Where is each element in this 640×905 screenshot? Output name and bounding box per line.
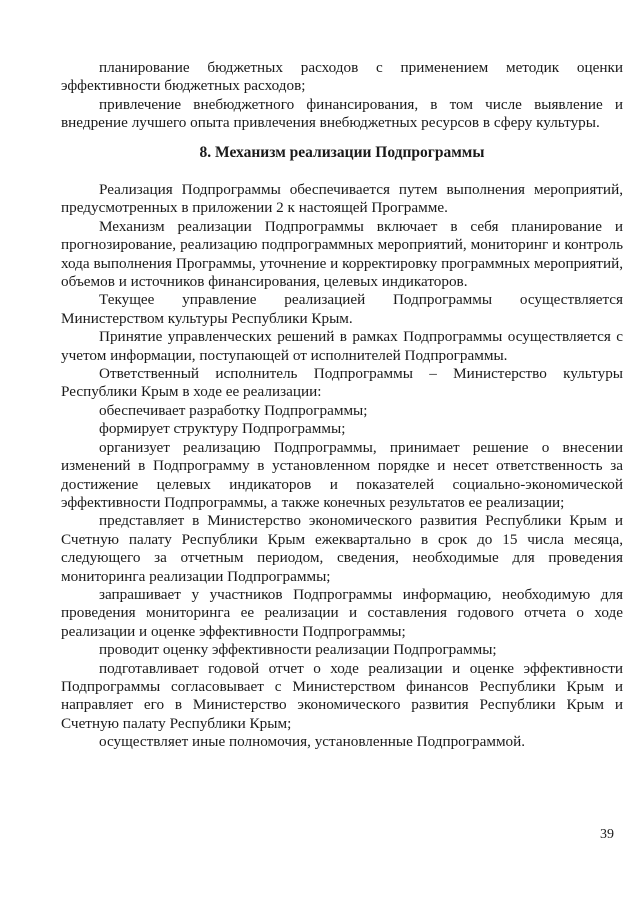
paragraph: Принятие управленческих решений в рамках Подпрограммы осуществляется с учетом информации, поступающей от исполнителей Подпрограммы.: [61, 328, 623, 364]
paragraph: представляет в Министерство экономического развития Республики Крым и Счетную палату Республики Крым ежеквартально в срок до 15 числа месяца, следующего за отчетным периодом, сведения, необходимые для проведения мониторинга реализации Подпрограммы;: [61, 512, 623, 585]
paragraph: проводит оценку эффективности реализации Подпрограммы;: [99, 641, 497, 659]
paragraph: обеспечивает разработку Подпрограммы;: [99, 401, 368, 419]
paragraph: Текущее управление реализацией Подпрограммы осуществляется Министерством культуры Республики Крым.: [61, 291, 623, 327]
paragraph: запрашивает у участников Подпрограммы информацию, необходимую для проведения мониторинга ее реализации и составления годового отчета о ходе реализации и оценке эффективности Подпрограммы;: [61, 585, 623, 640]
paragraph: Реализация Подпрограммы обеспечивается путем выполнения мероприятий, предусмотренных в приложении 2 к настоящей Программе.: [61, 181, 623, 217]
paragraph: подготавливает годовой отчет о ходе реализации и оценке эффективности Подпрограммы согласовывает с Министерством финансов Республики Крым и направляет его в Министерство экономического развития Республики Крым и Счетную палату Республики Крым;: [61, 659, 623, 732]
section-title: 8. Механизм реализации Подпрограммы: [199, 144, 485, 161]
page-number: 39: [600, 827, 614, 842]
paragraph: привлечение внебюджетного финансирования, в том числе выявление и внедрение лучшего опыта привлечения внебюджетных ресурсов в сферу культуры.: [61, 95, 623, 132]
paragraph: Ответственный исполнитель Подпрограммы – Министерство культуры Республики Крым в ходе ее реализации:: [61, 365, 623, 401]
paragraph: Механизм реализации Подпрограммы включает в себя планирование и прогнозирование, реализацию подпрограммных мероприятий, мониторинг и контроль хода выполнения Программы, уточнение и корректировку программных мероприятий, объемов и источников финансирования, целевых индикаторов.: [61, 217, 623, 291]
section-body: [61, 181, 623, 752]
paragraph: планирование бюджетных расходов с применением методик оценки эффективности бюджетных расходов;: [61, 59, 623, 95]
intro-text: [61, 59, 623, 133]
paragraph: организует реализацию Подпрограммы, принимает решение о внесении изменений в Подпрограмму в установленном порядке и несет ответственность за достижение целевых индикаторов и показателей социально-экономической эффективности Подпрограммы, а также конечных результатов ее реализации;: [61, 438, 623, 511]
paragraph: осуществляет иные полномочия, установленные Подпрограммой.: [99, 733, 526, 751]
paragraph: формирует структуру Подпрограммы;: [99, 420, 346, 438]
